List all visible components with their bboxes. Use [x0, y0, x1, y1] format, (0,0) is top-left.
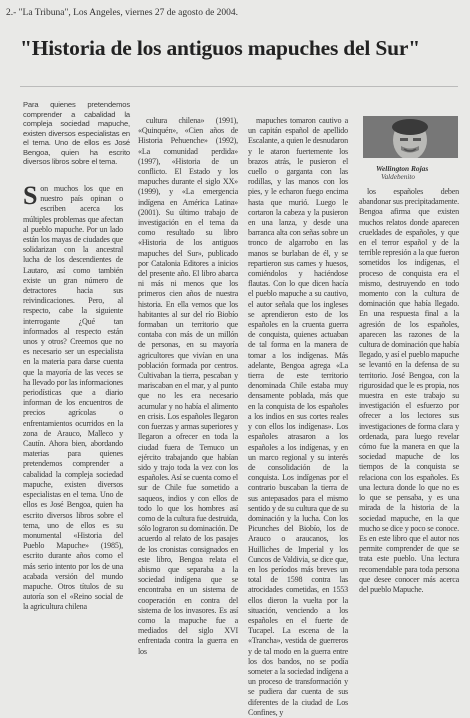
photo-caption-role: Valdebenito — [381, 173, 415, 181]
article-column-1 — [23, 181, 123, 613]
article-column-3 — [248, 116, 348, 718]
column-2-text: cultura chilena» (1991), «Quinquén», «Cien años de Historia Pehuenche» (1992), «La comunidad perdida» (1997), «Historia de un conflicto. El Estado y los mapuches durante el siglo XX» (1999), y «La emergencia indígena en América Latina» (2001). Su último trabajo de investigación en el tema da como resultado su libro «Historia de los antiguos mapuches del Sur», publicado por Catalonia Editores a inicios del presente año. El libro abarca ni más ni menos que los primeros cien años de nuestra historia. En ella vemos que los habitantes al sur del río Biobío formaban un territorio que contaba con más de un millón de personas, en su mayoría agricultores que vivían en una población formada por centros. Cultivaban la tierra, pescaban y mariscaban en el mar, y al punto que no les era necesario acumular y no había el alimento en crisis. Los españoles llegaron con fuerzas y armas superiores y llegaron a ofrecer en toda la ciudad fuera de Temuco un ejército trabajando que habían sido y trajo toda la vez con los españoles. Así se cuenta como el sur de Chile fue sometido a saqueos, indios y con ellos de todo lo que los hombres así como de la cultura fue destruida, sólo lograron su dominación. De acuerdo al relato de los pasajes de los cronistas consignados en este libro, Bengoa relata el abismo que separaba a la sociedad indígena que se encontraba en un sistema de cooperación en contra del sistema de los invasores. Es así como la mapuche fue a mediados del siglo XVI enfrentada contra la guerra en los — [138, 116, 238, 656]
photo-caption-name: Wellington Rojas — [376, 164, 429, 173]
column-4-text: los españoles deben abandonar sus precipitadamente. Bengoa afirma que existen muchos relatos donde aparecen crueldades de españoles, y que en el terror español y de la terrible represión a la que fueron sometidos los indígenas, el proceso de conquista era el mismo, destruyendo en todo momento con la cultura de dominación que había llegado. En una respuesta final a la agresión de los españoles, aparecen las razones de la cultura de dominación que había llegado, y así el pueblo mapuche se levantó en la defensa de su territorio. José Bengoa, con la rigurosidad que le es propia, nos muestra en este trabajo su investigación el esfuerzo por ofrecer a los lectores sus investigaciones de forma clara y ordenada, para luego revelar cómo fue la manera en que la sociedad mapuche de los tiempos de la conquista se relaciona con los españoles. Es una lectura donde lo que no es lo que se pensaba, y es una mirada de la historia de la sociedad mapuche, en la que mucho se dice y poco se conoce. Es en este libro que el autor nos permite comprender de que se trata este pueblo. Una lectura recomendable para toda persona que desee conocer más acerca del pueblo Mapuche. — [359, 187, 459, 594]
column-1-text: on muchos los que en nuestro país opinan o escriben acerca los múltiples problemas que afectan al pueblo mapuche. Por un lado están los mayas de ciudades que solidarizan con la ancestral lucha de los descendientes de Lautaro, así como también existe un gran número de detractores hacia sus reivindicaciones. Pero, al respecto, cabe la siguiente interrogante ¿Qué tan informados al respecto están unos y otros? Creemos que no es necesario ser un especialista en la materia para darse cuenta que la mayoría de las veces se ha llevado por las informaciones periodísticas que a diario informan de los encuentros de precios agrícolas o enfrentamientos ocurridos en la zona de Arauco, Malleco y Cautín. Ahora bien, abordando materias para quienes pretendemos comprender a cabalidad la compleja sociedad mapuche, existen diversos especialistas en el tema. Uno de ellos es José Bengoa, quien ha escrito diversos libros sobre el tema, uno de ellos es su monumental «Historia del Pueblo Mapuche» (1985), escrito durante años como el más serio intento por los de una acabada versión del mundo mapuche. Otros títulos de su autoría son el «Reino social de la agricultura chilena — [23, 184, 123, 612]
title-divider — [20, 86, 458, 87]
article-intro: Para quienes pretendemos comprender a cabalidad la compleja sociedad mapuche, existen diversos especialistas en el tema. Uno de ellos es José Bengoa, quien ha escrito diversos libros sobre el tema. — [23, 100, 130, 166]
drop-cap: S — [23, 181, 38, 210]
author-photo — [363, 116, 458, 158]
column-3-text: mapuches tomaron cautivo a un capitán español de apellido Escalante, a quien le desnudaron y le ataron fuertemente los brazos atrás, le pusieron el cuello o garganta con las rodillas, y las manos con los pies, y le echaron fuego encima hasta que murió. Luego le cortaron la cabeza y la pusieron en una lanza, y desde una barranca alta con señas sobre un tronco de algarrobo en las manos se burlaban de él, y se repartieron sus carnes y huesos, comiéndolos y haciéndose flautas. Con lo que dicen hacía el pueblo mapuche a su cautivo, el autor señala que los ingleses se aprendieron esto de los españoles en la cruenta guerra de conquista, quienes actuaban de tal forma en la manera de tomar a los indígenas. Más adelante, Bengoa agrega «La tierra de este territorio denominada Chile estaba muy densamente poblada, más que en la conquista de los españoles a los indios en sus cortes reales y con ellos los indígenas». Los españoles atrasaron a los españoles a los indígenas, y en un marco regional y su interés de consolidación de la conquista. Los indígenas por el contrario buscaban la tierra de sus antepasados para el mismo sentido y de su cultura que de su dominación y la lucha. Con los Picunches del Biobío, los de Arauco o araucanos, los Huilliches de Imperial y los Cuncos de Valdivia, se dice que, en los períodos más breves un total de 1598 contra las atrocidades cometidas, en 1553 ellos dieron la vuelta por la situación, venciendo a los españoles en el fuerte de Tucapel. La escena de la «Trancha», vestida de guerreros y de tal modo en la guerra entre los dos bandos, no se podía someter a la sociedad indígena a un proceso de transformación y se pudiera dar cuenta de sus diferentes de la ciudad de Los Confines, y — [248, 116, 348, 717]
newspaper-header: 2.- "La Tribuna", Los Angeles, viernes 27 de agosto de 2004. — [6, 8, 239, 18]
article-column-2 — [138, 116, 238, 657]
author-photo-image — [363, 116, 458, 158]
article-title: "Historia de los antiguos mapuches del Sur" — [20, 36, 420, 60]
article-column-4 — [359, 187, 459, 595]
